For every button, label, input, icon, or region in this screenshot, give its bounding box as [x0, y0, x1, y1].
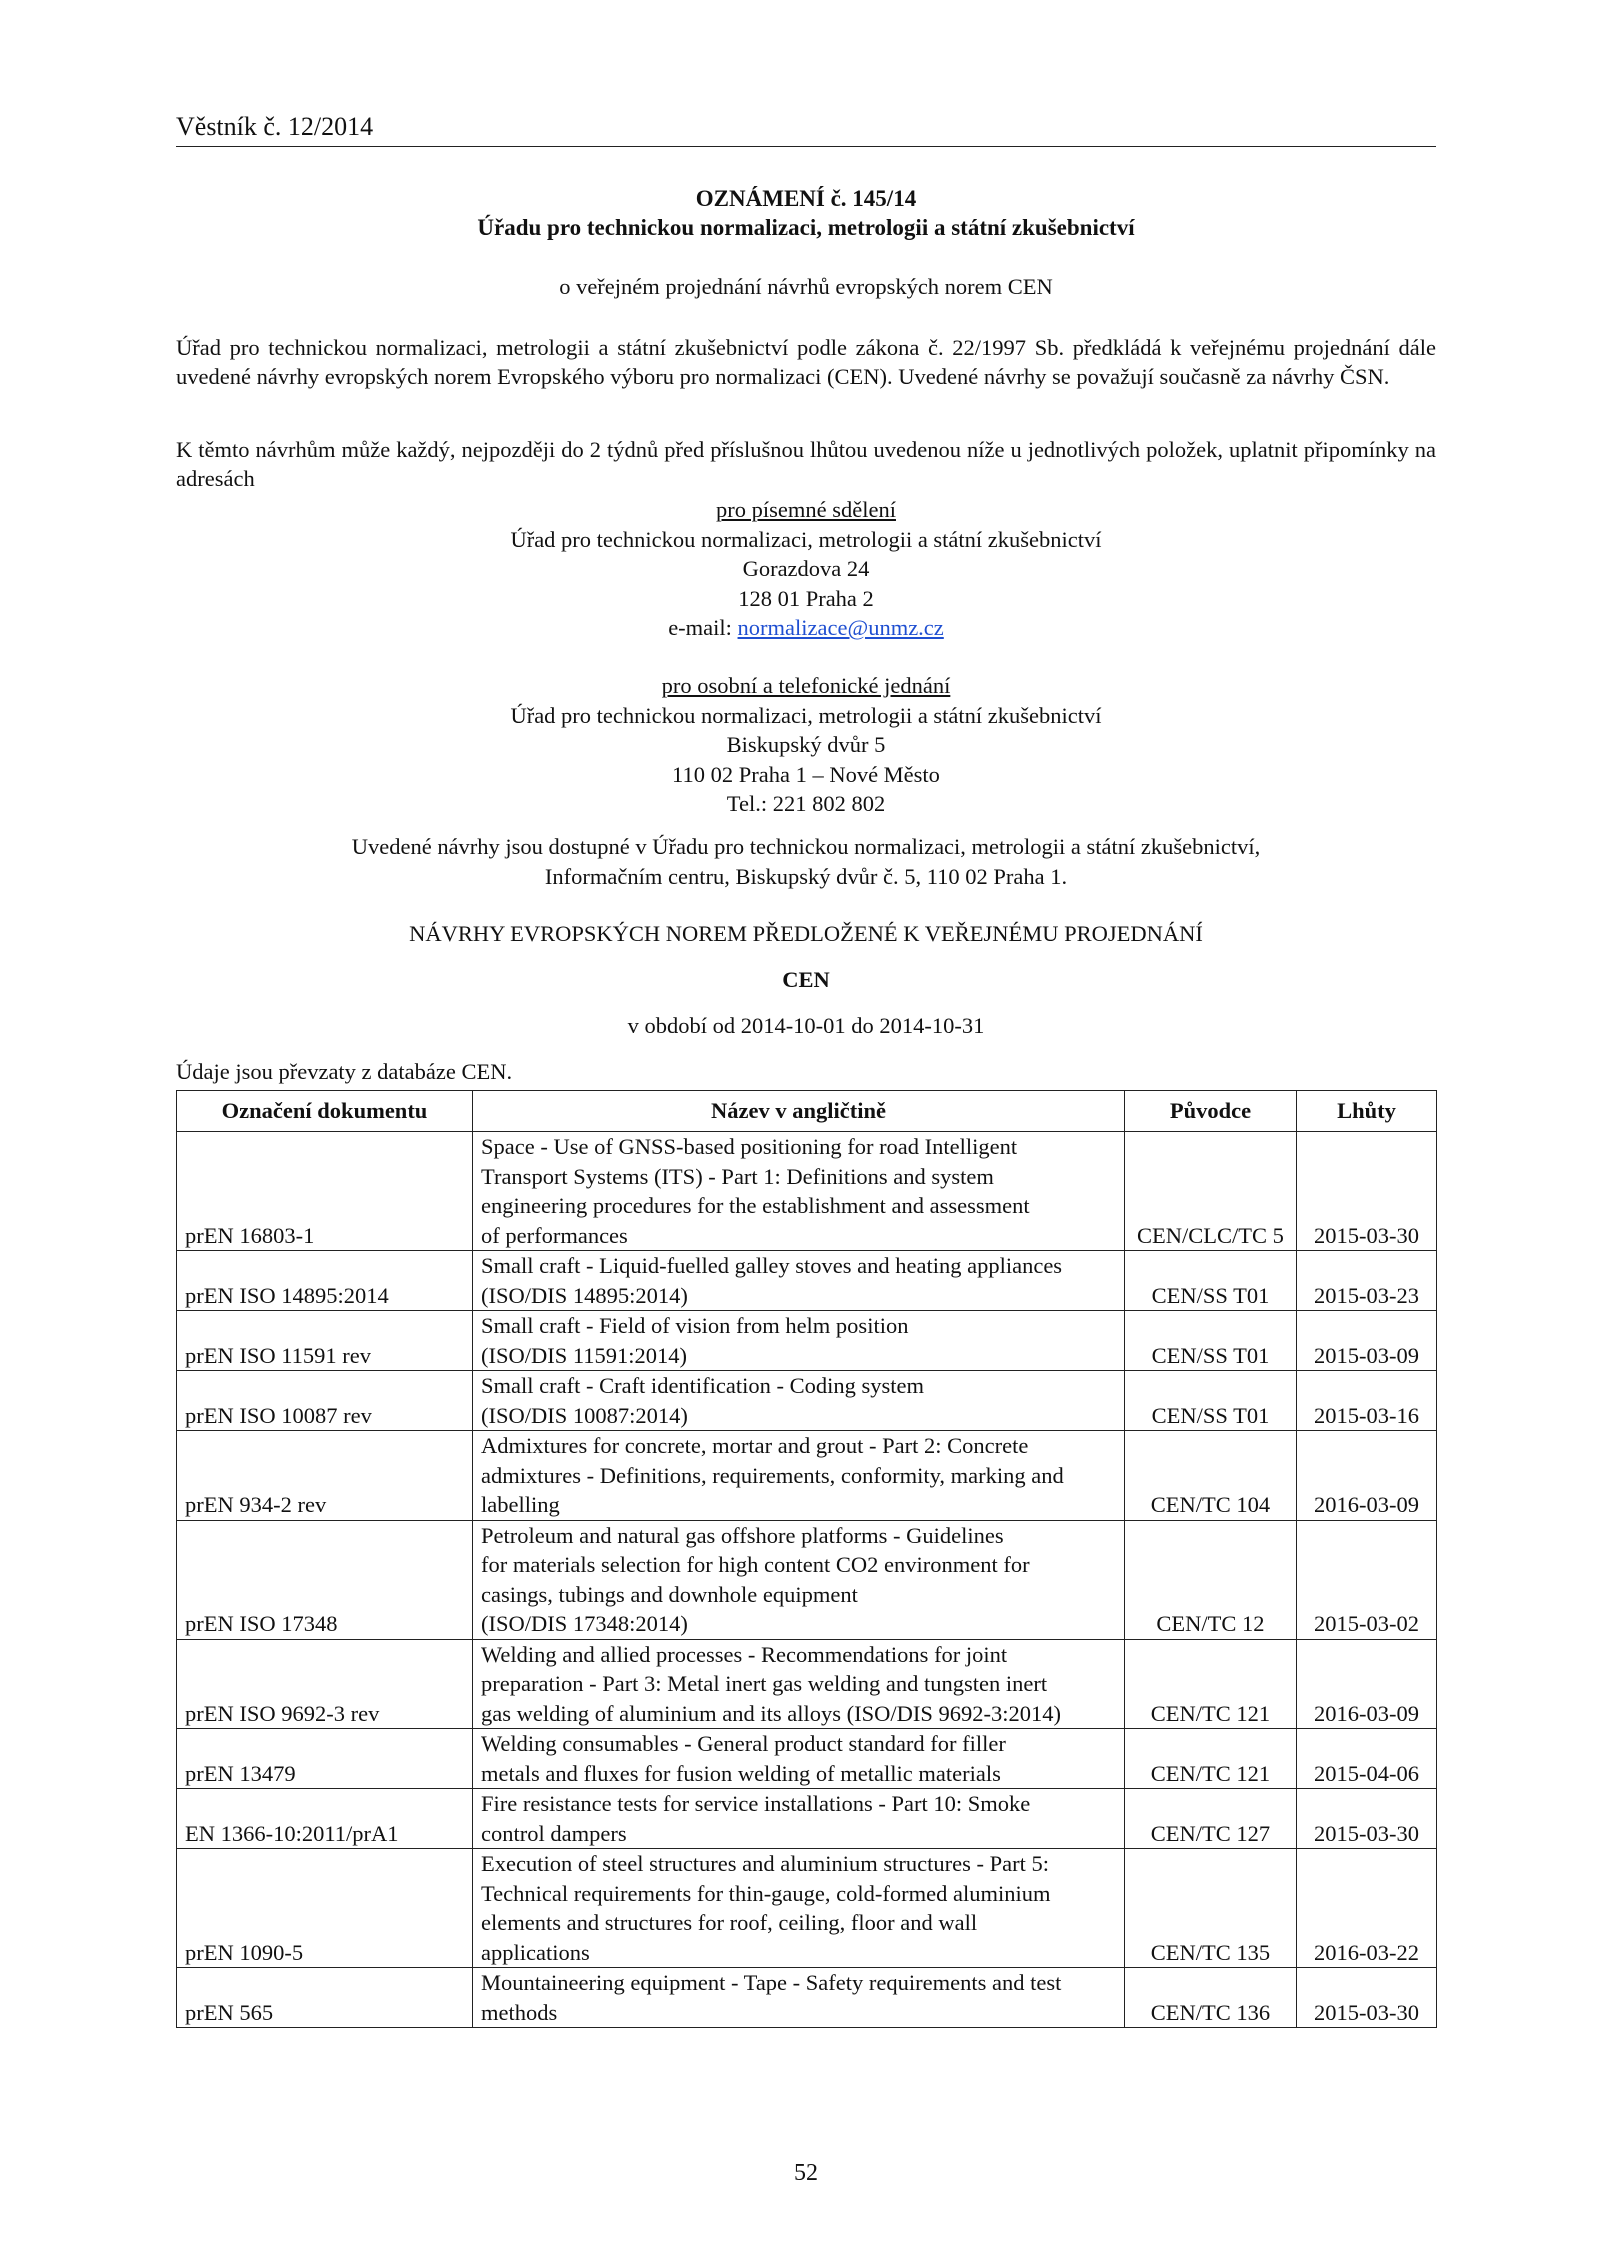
title-line: control dampers	[481, 1820, 627, 1846]
document-id-cell: prEN 13479	[177, 1729, 473, 1789]
document-id-cell: EN 1366-10:2011/prA1	[177, 1789, 473, 1849]
title-line: Welding and allied processes - Recommendations for joint	[481, 1641, 1008, 1667]
title-line: (ISO/DIS 10087:2014)	[481, 1402, 688, 1428]
drafts-body: CEN	[782, 967, 830, 992]
title-line: Admixtures for concrete, mortar and grout - Part 2: Concrete	[481, 1433, 1029, 1458]
document-page	[176, 0, 1436, 2263]
title-line: Small craft - Craft identification - Coding system	[481, 1373, 925, 1398]
personal-org: Úřad pro technickou normalizaci, metrologii a státní zkušebnictví	[510, 702, 1102, 728]
table-row	[177, 1849, 1437, 1968]
originator-cell: CEN/SS T01	[1125, 1251, 1297, 1311]
deadline-cell: 2015-03-09	[1297, 1311, 1437, 1371]
written-heading: pro písemné sdělení	[716, 497, 896, 522]
email-link[interactable]: normalizace@unmz.cz	[737, 615, 944, 640]
column-header-originator: Původce	[1125, 1091, 1297, 1132]
deadline-cell: 2016-03-09	[1297, 1639, 1437, 1729]
document-id-cell: prEN 1090-5	[177, 1849, 473, 1968]
document-id-cell: prEN ISO 14895:2014	[177, 1251, 473, 1311]
title-cell	[473, 1520, 1125, 1639]
title-line: (ISO/DIS 14895:2014)	[481, 1282, 688, 1308]
page-header: Věstník č. 12/2014	[176, 112, 1436, 147]
drafts-period: v období od 2014-10-01 do 2014-10-31	[627, 1013, 985, 1038]
deadline-cell: 2016-03-22	[1297, 1849, 1437, 1968]
title-line: elements and structures for roof, ceiling, floor and wall	[481, 1910, 978, 1935]
table-row	[177, 1132, 1437, 1251]
deadline-cell: 2015-03-23	[1297, 1251, 1437, 1311]
title-line: (ISO/DIS 17348:2014)	[481, 1611, 688, 1636]
title-line: Welding consumables - General product standard for filler	[481, 1731, 1006, 1756]
page-number: 52	[794, 2160, 818, 2186]
title-line: preparation - Part 3: Metal inert gas welding and tungsten inert	[481, 1671, 1048, 1696]
originator-cell: CEN/SS T01	[1125, 1311, 1297, 1371]
email-label: e-mail:	[668, 615, 738, 640]
column-header-title: Název v angličtině	[473, 1091, 1125, 1132]
title-cell	[473, 1789, 1125, 1849]
title-line: Transport Systems (ITS) - Part 1: Definitions and system	[481, 1163, 994, 1189]
title-line: Fire resistance tests for service installations - Part 10: Smoke	[481, 1791, 1031, 1816]
drafts-heading: NÁVRHY EVROPSKÝCH NOREM PŘEDLOŽENÉ K VEŘEJNÉMU PROJEDNÁNÍ	[409, 921, 1203, 946]
personal-heading: pro osobní a telefonické jednání	[661, 673, 951, 698]
intro-paragraph: Úřad pro technickou normalizaci, metrologii a státní zkušebnictví podle zákona č. 22/1997 Sb. předkládá k veřejnému projednání dále uvedené návrhy evropských norem Evropského výboru pro normalizaci (CEN). Uvedené návrhy se považují současně za návrhy ČSN.	[176, 335, 1436, 389]
deadline-cell: 2015-03-30	[1297, 1789, 1437, 1849]
title-line: Space - Use of GNSS-based positioning for road Intelligent	[481, 1134, 1018, 1159]
title-line: casings, tubings and downhole equipment	[481, 1581, 858, 1607]
title-line: admixtures - Definitions, requirements, conformity, marking and	[481, 1462, 1064, 1488]
originator-cell: CEN/TC 135	[1125, 1849, 1297, 1968]
title-line: Petroleum and natural gas offshore platforms - Guidelines	[481, 1522, 1004, 1548]
title-line: of performances	[481, 1222, 628, 1248]
title-cell	[473, 1729, 1125, 1789]
table-row	[177, 1371, 1437, 1431]
originator-cell: CEN/CLC/TC 5	[1125, 1132, 1297, 1251]
deadline-cell: 2015-04-06	[1297, 1729, 1437, 1789]
title-line: labelling	[481, 1492, 560, 1517]
column-header-document: Označení dokumentu	[177, 1091, 473, 1132]
title-line: Execution of steel structures and aluminium structures - Part 5:	[481, 1851, 1049, 1876]
originator-cell: CEN/TC 104	[1125, 1431, 1297, 1521]
table-body	[177, 1132, 1437, 2028]
deadline-cell: 2015-03-30	[1297, 1968, 1437, 2028]
deadline-cell: 2015-03-16	[1297, 1371, 1437, 1431]
title-line: metals and fluxes for fusion welding of metallic materials	[481, 1760, 1001, 1786]
originator-cell: CEN/TC 12	[1125, 1520, 1297, 1639]
originator-cell: CEN/TC 127	[1125, 1789, 1297, 1849]
deadline-cell: 2015-03-30	[1297, 1132, 1437, 1251]
title-cell	[473, 1132, 1125, 1251]
table-row	[177, 1251, 1437, 1311]
title-cell	[473, 1968, 1125, 2028]
title-cell	[473, 1371, 1125, 1431]
document-id-cell: prEN 934-2 rev	[177, 1431, 473, 1521]
originator-cell: CEN/SS T01	[1125, 1371, 1297, 1431]
notice-subtitle: o veřejném projednání návrhů evropských norem CEN	[559, 274, 1053, 299]
title-cell	[473, 1251, 1125, 1311]
title-line: engineering procedures for the establishment and assessment	[481, 1193, 1030, 1218]
title-line: methods	[481, 1999, 558, 2025]
originator-cell: CEN/TC 136	[1125, 1968, 1297, 2028]
title-cell	[473, 1311, 1125, 1371]
drafts-table	[176, 1090, 1437, 2028]
written-street: Gorazdova 24	[742, 556, 870, 581]
notice-title	[176, 184, 1436, 242]
title-line: applications	[481, 1939, 590, 1965]
personal-address-block	[176, 671, 1436, 819]
availability-note	[176, 832, 1436, 891]
written-address-block	[176, 495, 1436, 643]
column-header-deadline: Lhůty	[1297, 1091, 1437, 1132]
title-line: Small craft - Field of vision from helm position	[481, 1313, 909, 1338]
title-cell	[473, 1639, 1125, 1729]
title-line: Mountaineering equipment - Tape - Safety requirements and test	[481, 1970, 1062, 1995]
table-row	[177, 1729, 1437, 1789]
table-row	[177, 1431, 1437, 1521]
written-city: 128 01 Praha 2	[738, 585, 874, 611]
originator-cell: CEN/TC 121	[1125, 1639, 1297, 1729]
availability-line-2: Informačním centru, Biskupský dvůr č. 5, 110 02 Praha 1.	[544, 863, 1068, 889]
title-line: for materials selection for high content CO2 environment for	[481, 1552, 1030, 1577]
notice-number: OZNÁMENÍ č. 145/14	[695, 186, 917, 211]
title-cell	[473, 1431, 1125, 1521]
title-line: gas welding of aluminium and its alloys (ISO/DIS 9692-3:2014)	[481, 1700, 1061, 1726]
personal-street: Biskupský dvůr 5	[726, 732, 886, 757]
deadline-cell: 2015-03-02	[1297, 1520, 1437, 1639]
title-cell	[473, 1849, 1125, 1968]
deadline-cell: 2016-03-09	[1297, 1431, 1437, 1521]
table-row	[177, 1520, 1437, 1639]
document-id-cell: prEN ISO 11591 rev	[177, 1311, 473, 1371]
notice-issuer: Úřadu pro technickou normalizaci, metrologii a státní zkušebnictví	[477, 215, 1135, 240]
table-row	[177, 1639, 1437, 1729]
personal-city: 110 02 Praha 1 – Nové Město	[672, 761, 940, 787]
document-id-cell: prEN 565	[177, 1968, 473, 2028]
document-id-cell: prEN ISO 9692-3 rev	[177, 1639, 473, 1729]
originator-cell: CEN/TC 121	[1125, 1729, 1297, 1789]
personal-phone: Tel.: 221 802 802	[726, 791, 886, 816]
table-header-row	[177, 1091, 1437, 1132]
table-row	[177, 1789, 1437, 1849]
table-row	[177, 1968, 1437, 2028]
written-org: Úřad pro technickou normalizaci, metrologii a státní zkušebnictví	[510, 526, 1102, 552]
title-line: Small craft - Liquid-fuelled galley stoves and heating appliances	[481, 1253, 1063, 1278]
title-line: (ISO/DIS 11591:2014)	[481, 1342, 688, 1368]
document-id-cell: prEN 16803-1	[177, 1132, 473, 1251]
source-note: Údaje jsou převzaty z databáze CEN.	[176, 1059, 513, 1084]
document-id-cell: prEN ISO 10087 rev	[177, 1371, 473, 1431]
written-email-line	[176, 613, 1436, 643]
comments-paragraph: K těmto návrhům může každý, nejpozději do 2 týdnů před příslušnou lhůtou uvedenou níže u jednotlivých položek, uplatnit připomínky na adresách	[176, 437, 1436, 491]
title-line: Technical requirements for thin-gauge, cold-formed aluminium	[481, 1880, 1051, 1906]
document-id-cell: prEN ISO 17348	[177, 1520, 473, 1639]
availability-line-1: Uvedené návrhy jsou dostupné v Úřadu pro technickou normalizaci, metrologii a státní zkušebnictví,	[351, 834, 1261, 859]
table-row	[177, 1311, 1437, 1371]
